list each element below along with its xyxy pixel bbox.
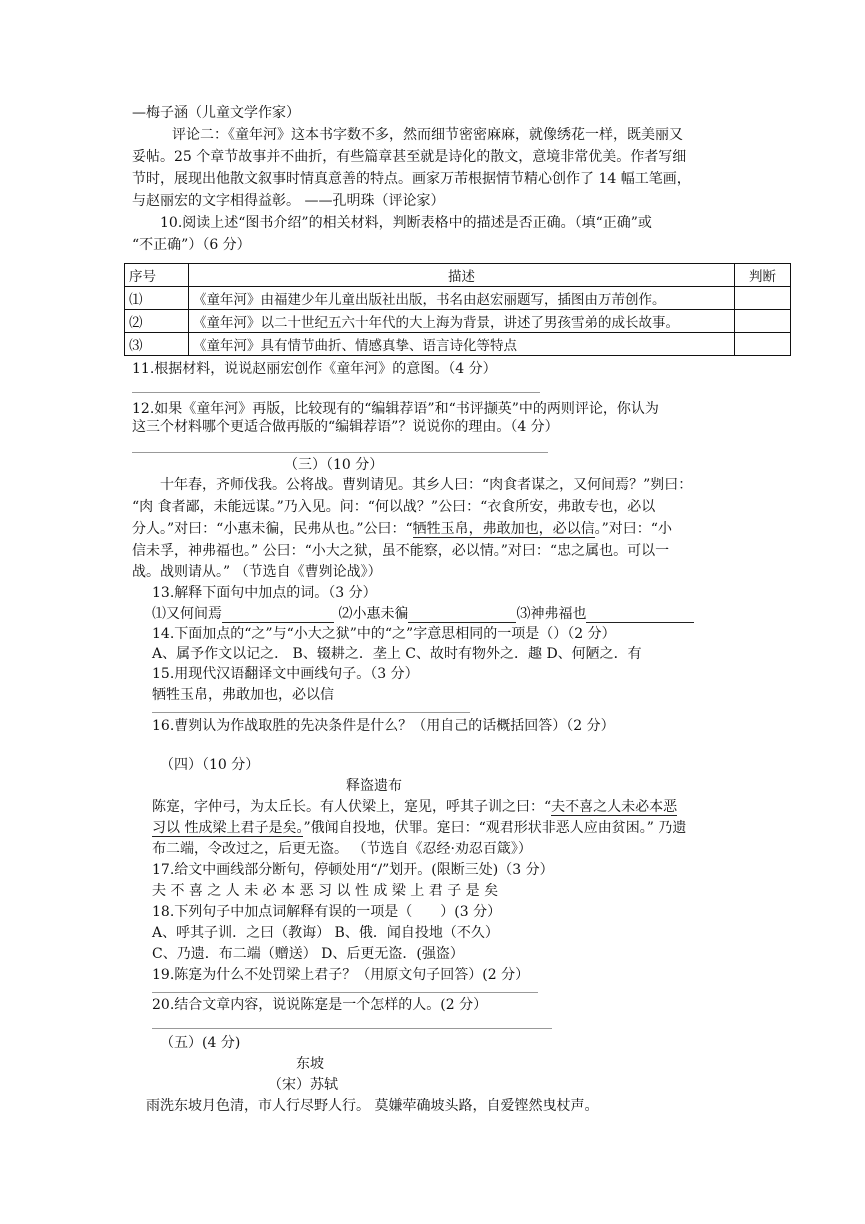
table-header-row bbox=[125, 264, 791, 287]
passage-4-line-1 bbox=[152, 798, 677, 816]
item-3: ⑶神弗福也 bbox=[516, 606, 587, 622]
judgment-cell[interactable] bbox=[735, 310, 791, 333]
answer-line[interactable] bbox=[152, 992, 538, 993]
question-17-sentence: 夫 不 喜 之 人 未 必 本 恶 习 以 性 成 梁 上 君 子 是 矣 bbox=[152, 883, 499, 899]
item-2: ⑵小惠未徧 bbox=[338, 606, 409, 622]
row-description: 《童年河》以二十世纪五六十年代的大上海为背景，讲述了男孩雪弟的成长故事。 bbox=[189, 310, 735, 333]
review2-line-2: 妥帖。25 个章节故事并不曲折，有些篇章甚至就是诗化的散文，意境非常优美。作者写细 bbox=[132, 149, 687, 165]
question-12-line-2: 这三个材料哪个更适合做再版的“编辑荐语”？说说你的理由。（4 分） bbox=[132, 419, 559, 435]
question-10-line-1: 10.阅读上述“图书介绍”的相关材料，判断表格中的描述是否正确。（填“正确”或 bbox=[160, 215, 652, 231]
row-number: ⑵ bbox=[125, 310, 189, 333]
answer-blank[interactable] bbox=[408, 608, 516, 623]
passage-4-line-2 bbox=[152, 819, 686, 837]
question-12-line-1: 12.如果《童年河》再版，比较现有的“编辑荐语”和“书评撷英”中的两则评论，你认为 bbox=[132, 401, 659, 417]
question-11: 11.根据材料，说说赵丽宏创作《童年河》的意图。（4 分） bbox=[132, 361, 497, 377]
review2-line-1: 评论二：《童年河》这本书字数不多，然而细节密密麻麻，就像绣花一样，既美丽又 bbox=[172, 127, 683, 143]
passage-3-line-5: 战。战则请从。” （节选自《曹刿论战》） bbox=[132, 564, 382, 580]
question-18-options-1: A、呼其子训．之曰（教诲） B、俄．闻自投地（不久） bbox=[152, 925, 499, 941]
section-3-heading: （三）（10 分） bbox=[284, 457, 384, 473]
answer-blank[interactable] bbox=[586, 608, 694, 623]
review2-line-3: 节时，展现出他散文叙事时情真意善的特点。画家万芾根据情节精心创作了 14 幅工笔画， bbox=[132, 171, 691, 187]
header-number: 序号 bbox=[125, 264, 189, 287]
question-13: 13.解释下面句中加点的词。（3 分） bbox=[152, 585, 377, 601]
passage-text: 陈寔，字仲弓，为太丘长。有人伏梁上，寔见，呼其子训之曰：“ bbox=[152, 799, 552, 815]
row-description: 《童年河》具有情节曲折、情感真挚、语言诗化等特点 bbox=[189, 333, 735, 356]
item-1: ⑴又何间焉 bbox=[152, 606, 222, 622]
review1-signature: —梅子涵（儿童文学作家） bbox=[132, 105, 300, 121]
poem-author: （宋）苏轼 bbox=[268, 1077, 338, 1093]
underlined-sentence: 牺牲玉帛，弗敢加也，必以信 bbox=[412, 521, 595, 537]
passage-text: 分人。”对曰：“小惠未徧，民弗从也。”公曰：“ bbox=[132, 521, 413, 537]
judgment-cell[interactable] bbox=[735, 287, 791, 310]
passage-text: ”俄闻自投地，伏罪。寔曰：“观君形状非恶人应由贫困。” 乃遗 bbox=[303, 820, 687, 836]
passage-4-line-3: 布二端，令改过之，后更无盗。 （节选自《忍经·劝忍百箴》） bbox=[152, 841, 532, 857]
judgment-cell[interactable] bbox=[735, 333, 791, 356]
question-10-line-2: “不正确”）（6 分） bbox=[132, 237, 251, 253]
underlined-sentence: 习以 性成梁上君子是矣。 bbox=[152, 820, 304, 836]
table-row bbox=[125, 287, 791, 310]
passage-3-line-4: 信未孚，神弗福也。” 公曰：“小大之狱，虽不能察，必以情。”对曰：“忠之属也。可以一 bbox=[132, 543, 670, 559]
question-17: 17.给文中画线部分断句，停顿处用“/”划开。(限断三处)（3 分） bbox=[152, 862, 554, 878]
answer-line[interactable] bbox=[132, 452, 548, 453]
poem-title: 东坡 bbox=[296, 1056, 324, 1072]
table-row bbox=[125, 310, 791, 333]
question-16: 16.曹刿认为作战取胜的先决条件是什么？（用自己的话概括回答）（2 分） bbox=[152, 718, 615, 734]
question-18-options-2: C、乃遗．布二端（赠送） D、后更无盗．(强盗） bbox=[152, 946, 464, 962]
section-4-heading: （四）（10 分） bbox=[160, 757, 260, 773]
underlined-sentence: 夫不喜之人未必本恶 bbox=[551, 799, 678, 815]
question-13-items bbox=[152, 605, 694, 623]
passage-3-line-2: “肉 食者鄙，未能远谋。”乃入见。问：“何以战？”公曰：“衣食所安，弗敢专也，必以 bbox=[132, 499, 656, 515]
row-number: ⑶ bbox=[125, 333, 189, 356]
question-18: 18.下列句子中加点词解释有误的一项是（ ）(3 分） bbox=[152, 904, 502, 920]
passage-4-title: 释盗遗布 bbox=[346, 778, 402, 794]
question-20: 20.结合文章内容，说说陈寔是一个怎样的人。(2 分） bbox=[152, 997, 488, 1013]
review2-line-4: 与赵丽宏的文字相得益彰。 ——孔明珠（评论家） bbox=[132, 193, 445, 209]
question-19: 19.陈寔为什么不处罚梁上君子？（用原文句子回答）(2 分） bbox=[152, 967, 530, 983]
answer-line[interactable] bbox=[152, 1028, 552, 1029]
table-row bbox=[125, 333, 791, 356]
header-judgment: 判断 bbox=[735, 264, 791, 287]
question-15: 15.用现代汉语翻译文中画线句子。（3 分） bbox=[152, 666, 419, 682]
row-description: 《童年河》由福建少年儿童出版社出版，书名由赵宏丽题写，插图由万芾创作。 bbox=[189, 287, 735, 310]
passage-3-line-3 bbox=[132, 520, 672, 538]
answer-line[interactable] bbox=[132, 392, 540, 393]
answer-line[interactable] bbox=[152, 712, 470, 713]
section-5-heading: （五）(4 分) bbox=[160, 1035, 241, 1051]
row-number: ⑴ bbox=[125, 287, 189, 310]
poem-text: 雨洗东坡月色清，市人行尽野人行。 莫嫌荦确坡头路，自爱铿然曳杖声。 bbox=[146, 1098, 599, 1114]
passage-3-line-1: 十年春，齐师伐我。公将战。曹刿请见。其乡人曰：“肉食者谋之，又何间焉？”刿曰： bbox=[160, 477, 693, 493]
question-15-sentence: 牺牲玉帛，弗敢加也，必以信 bbox=[152, 687, 334, 703]
passage-text: 。”对曰：“小 bbox=[594, 521, 672, 537]
question-14: 14.下面加点的“之”与“小大之狱”中的“之”字意思相同的一项是（）（2 分） bbox=[152, 626, 616, 642]
header-description: 描述 bbox=[189, 264, 735, 287]
judgment-table bbox=[124, 263, 791, 356]
question-14-options: A、属予作文以记之． B、辍耕之．垄上 C、故时有物外之．趣 D、何陋之．有 bbox=[152, 646, 642, 662]
answer-blank[interactable] bbox=[222, 608, 334, 623]
